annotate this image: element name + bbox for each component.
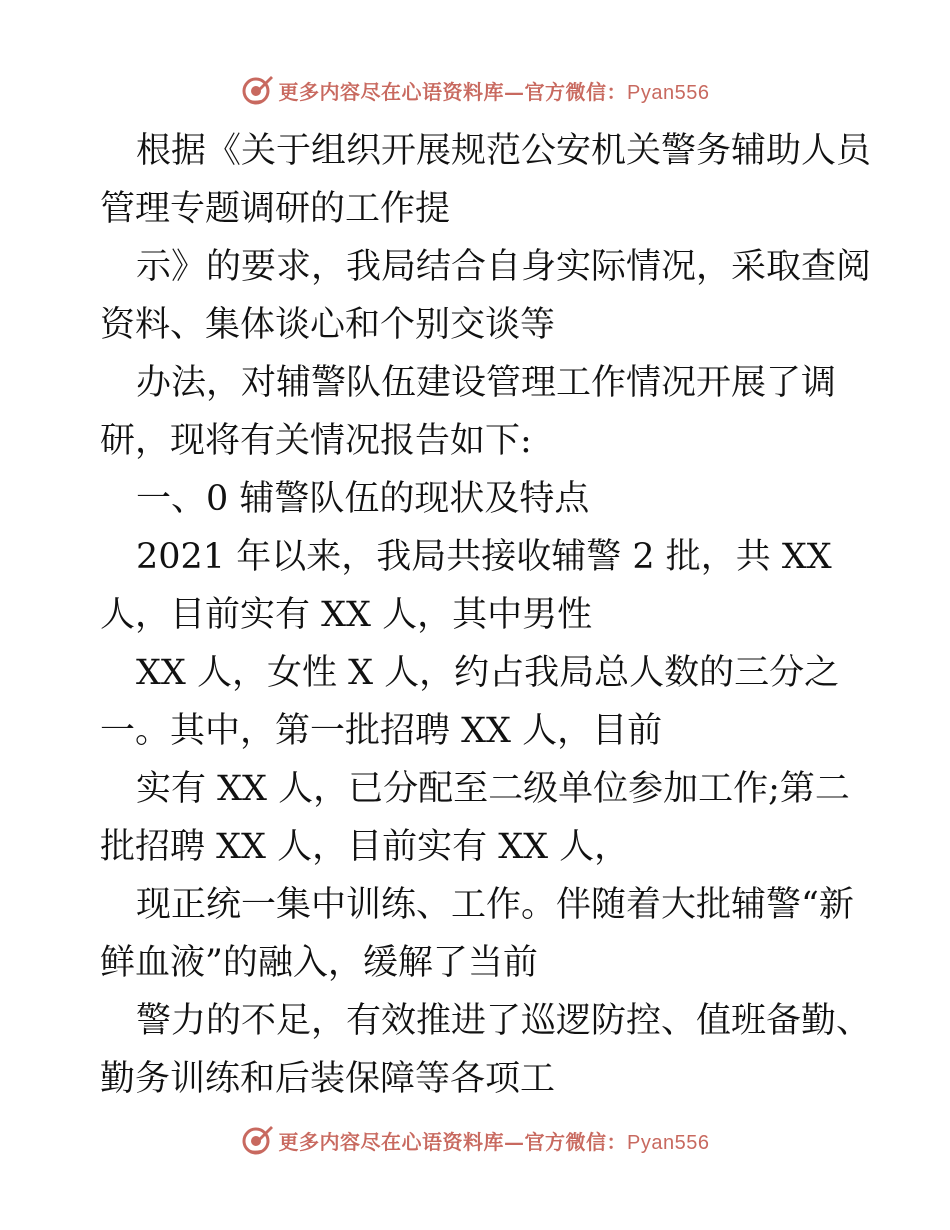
text-line: 警力的不足，有效推进了巡逻防控、值班备勤、: [136, 1001, 872, 1041]
document-body: [100, 122, 872, 1108]
text-line: 一。其中，第一批招聘 XX 人，目前: [100, 711, 663, 751]
pen-logo-icon: [241, 73, 275, 107]
pen-logo-icon: [241, 1123, 275, 1157]
watermark-text: [279, 76, 710, 105]
text-line: 资料、集体谈心和个别交谈等: [100, 305, 556, 345]
text-line: 2021 年以来，我局共接收辅警 2 批，共 XX: [136, 537, 832, 577]
text-line: 管理专题调研的工作提: [100, 189, 451, 229]
watermark-label: 更多内容尽在心语资料库—官方微信：: [278, 1129, 628, 1154]
header-watermark: [0, 70, 950, 110]
text-line: 实有 XX 人，已分配至二级单位参加工作;第二: [136, 769, 850, 809]
text-line: 研，现将有关情况报告如下:: [100, 421, 532, 461]
watermark-text: [279, 1126, 710, 1155]
text-line: 示》的要求，我局结合自身实际情况，采取查阅: [136, 247, 872, 287]
text-line: 根据《关于组织开展规范公安机关警务辅助人员: [136, 131, 872, 171]
footer-watermark: [0, 1120, 950, 1160]
section-heading: 一、0 辅警队伍的现状及特点: [136, 479, 590, 519]
text-line: 勤务训练和后装保障等各项工: [100, 1059, 556, 1099]
watermark-label: 更多内容尽在心语资料库—官方微信：: [278, 79, 628, 104]
text-line: 批招聘 XX 人，目前实有 XX 人，: [100, 827, 630, 867]
text-line: 人，目前实有 XX 人，其中男性: [100, 595, 593, 635]
text-line: 鲜血液”的融入，缓解了当前: [100, 943, 538, 983]
text-line: 现正统一集中训练、工作。伴随着大批辅警“新: [136, 885, 854, 925]
text-line: XX 人，女性 X 人，约占我局总人数的三分之: [136, 653, 840, 693]
text-line: 办法，对辅警队伍建设管理工作情况开展了调: [136, 363, 837, 403]
watermark-id: Pyan556: [627, 1131, 710, 1154]
watermark-id: Pyan556: [627, 81, 710, 104]
